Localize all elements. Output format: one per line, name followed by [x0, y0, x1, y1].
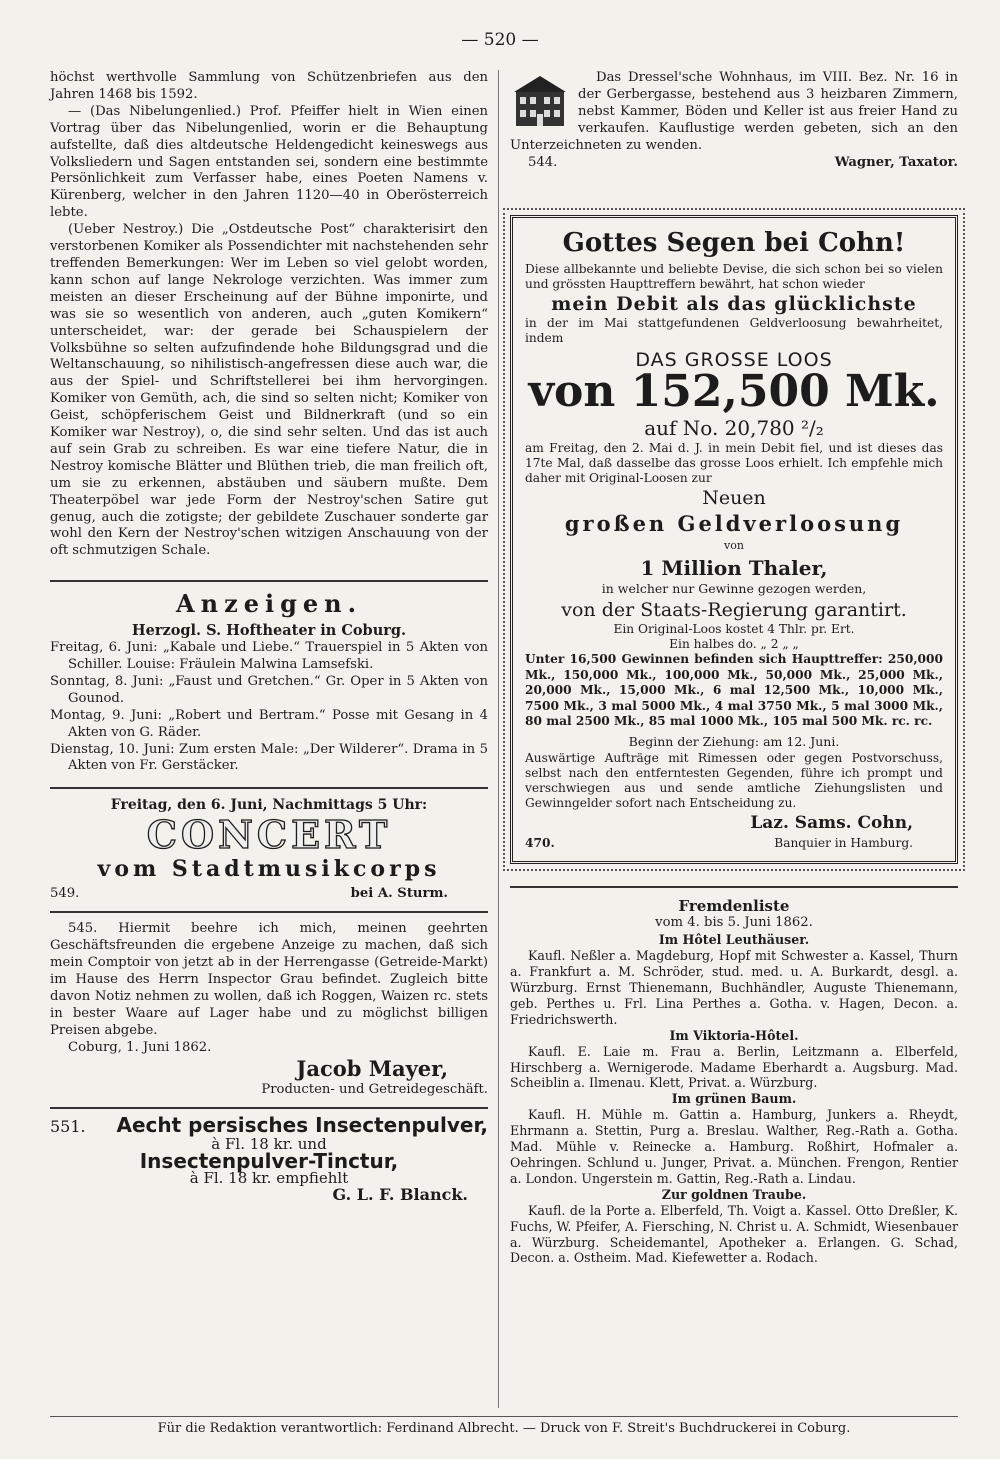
cohn-guarantee: von der Staats-Regierung garantirt.: [561, 599, 907, 622]
fremdenliste-title: Fremdenliste: [678, 897, 790, 916]
cohn-name: Laz. Sams. Cohn,: [750, 812, 913, 833]
theater-title: Herzogl. S. Hoftheater in Coburg.: [131, 622, 407, 640]
mayer-ad-place: Coburg, 1. Juni 1862.: [68, 1039, 212, 1055]
cohn-text: in welcher nur Gewinne gezogen werden,: [601, 581, 867, 597]
theater-entry: Dienstag, 10. Juni: Zum ersten Male: „Der Wilderer“. Drama in 5 Akten von Fr. Gerstäcker.: [50, 741, 488, 774]
ad-number: 470.: [525, 835, 555, 850]
cohn-draw-date: Beginn der Ziehung: am 12. Juni.: [628, 733, 840, 749]
hotel-heading: Im grünen Baum.: [671, 1091, 797, 1107]
concert-venue: bei A. Sturm.: [350, 886, 448, 902]
cohn-lottery-ad: [510, 215, 958, 864]
hotel-guests: Kaufl. H. Mühle m. Gattin a. Hamburg, Junkers a. Rheydt, Ehrmann a. Stettin, Purg a. Breslau. Walther, Reg.-Rath a. Gotha. Mad. Mühle v. Reinecke a. Hamburg. Roßhirt, Hofmaler a. Oehringen. Schlund u. Junger, Privat. a. München. Frengon, Rentier a. London. Ungerstein m. Gattin, Reg.-Rath a. Lindau.: [510, 1107, 958, 1186]
cohn-price: Ein halbes do. „ 2 „ „: [669, 637, 799, 652]
cohn-price: Ein Original-Loos kostet 4 Thlr. pr. Ert.: [613, 622, 855, 637]
section-rule: [50, 580, 488, 582]
mayer-ad-text: 545. Hiermit beehre ich mich, meinen geehrten Geschäftsfreunden die ergebene Anzeige zu machen, daß sich mein Comptoir von jetzt ab in der Herrengasse (Getreide-Markt) im Hause des Herrn Inspector Grau befindet. Zugleich bitte davon Notiz nehmen zu wollen, daß ich Roggen, Waizen rc. stets in bester Waare auf Lager habe und zu möglichst billigen Preisen abgebe.: [50, 921, 488, 1038]
cohn-million: 1 Million Thaler,: [640, 556, 828, 581]
house-ad-text: Das Dressel'sche Wohnhaus, im VIII. Bez. Nr. 16 in der Gerbergasse, bestehend aus 3 heizbaren Zimmern, nebst Kammer, Böden und Keller ist aus freier Hand zu verkaufen. Kauflustige werden gebeten, sich an den Unterzeichneten zu wenden.: [510, 70, 958, 153]
anzeigen-heading: Anzeigen.: [176, 589, 362, 619]
column-divider: [498, 70, 499, 1408]
cohn-debit-line: mein Debit als das glücklichste: [551, 293, 917, 316]
theater-entry: Montag, 9. Juni: „Robert und Bertram.“ Posse mit Gesang in 4 Akten von G. Räder.: [50, 707, 488, 740]
insect-seller: G. L. F. Blanck.: [332, 1184, 468, 1204]
nibelungen-article: — (Das Nibelungenlied.) Prof. Pfeiffer hielt in Wien einen Vortrag über das Nibelungenlied, worin er die Behauptung aufstellte, daß dies altdeutsche Heldengedicht keineswegs aus Volksliedern und Sagen entstanden sei, sondern eine bestimmte Persönlichkeit zum Verfasser habe, eines Poeten Namens v. Kürenberg, welcher in den Jahren 1120—40 in Oberösterreich lebte.: [50, 103, 488, 221]
house-icon: [510, 72, 570, 128]
mayer-name: Jacob Mayer,: [296, 1056, 448, 1082]
left-column: [50, 70, 488, 1204]
cohn-text: am Freitag, den 2. Mai d. J. in mein Debit fiel, und ist dieses das 17te Mal, daß dasselbe das grosse Loos erhielt. Ich empfehle mich daher mit Original-Loosen zur: [525, 441, 943, 486]
fremdenliste-date: vom 4. bis 5. Juni 1862.: [655, 915, 813, 931]
cohn-von: von: [724, 539, 744, 553]
nestroy-article: (Ueber Nestroy.) Die „Ostdeutsche Post“ charakterisirt den verstorbenen Komiker als Possendichter mit nachstehenden sehr treffenden Bemerkungen: Wer im Leben so viel gelobt worden, kann schon auf lange Nekrologe verzichten. Was immer zum meisten an dieser Erscheinung auf der Bühne imponirte, und was sie so wesentlich von anderen, auch „guten Komikern“ unterscheidet, war: der gerade bei Schauspielern der Volksbühne so selten aufzufindende hohe Bildungsgrad und die Weltanschauung, so nihilistisch-angefressen diese auch war, die aus der Spiel- und Schriftstellerei bei ihm hervorgingen. Komiker von Gemüth, ach, die sind so selten nicht; Komiker von Geist, schöpferischem Geist und Bildnerkraft (und so ein Komiker war Nestroy), o, die sind sehr selten. Und das ist auch auf sein Grab zu schreiben. Es war eine tiefere Natur, die in Nestroy komische Blätter und Blüthen trieb, die man freilich oft, um sie zu erkennen, abstäuben und säubern mußte. Dem Theaterpöbel war jede Form der Nestroy'schen Satire gut genug, auch die zotigste; der gebildete Zuschauer sonderte gar wohl den Kern der Nestroy'schen witzigen Anschauung von der oft schmutzigen Schale.: [50, 222, 488, 559]
cohn-neuen: Neuen: [702, 487, 766, 510]
mayer-trade: Producten- und Getreidegeschäft.: [261, 1082, 488, 1098]
concert-band: vom Stadtmusikcorps: [97, 856, 441, 883]
hotel-heading: Zur goldnen Traube.: [661, 1186, 807, 1202]
concert-heading: CONCERT: [146, 812, 392, 858]
intro-text: höchst werthvolle Sammlung von Schützenbriefen aus den Jahren 1468 bis 1592.: [50, 70, 488, 102]
cohn-text: in der im Mai stattgefundenen Geldverloosung bewahrheitet, indem: [525, 316, 943, 346]
hotel-guests: Kaufl. E. Laie m. Frau a. Berlin, Leitzmann a. Elberfeld, Hirschberg a. Wernigerode. Madame Eberhardt a. Augsburg. Mad. Scheiblin a. Ilmenau. Klett, Privat. a. Würzburg.: [510, 1043, 958, 1091]
right-column: [510, 70, 958, 1266]
page-number: — 520 —: [461, 30, 539, 50]
hotel-heading: Im Hôtel Leuthäuser.: [658, 932, 810, 948]
section-rule: [510, 886, 958, 888]
cohn-big-prize-label: DAS GROSSE LOOS: [635, 349, 833, 372]
insect-powder-title: Aecht persisches Insectenpulver,: [116, 1113, 488, 1138]
ad-number: 551.: [50, 1117, 86, 1137]
cohn-prizes: Unter 16,500 Gewinnen befinden sich Haupttreffer: 250,000 Mk., 150,000 Mk., 100,000 Mk., 50,000 Mk., 25,000 Mk., 20,000 Mk., 15,000 Mk., 6 mal 12,500 Mk., 10,000 Mk., 7500 Mk., 3 mal 5000 Mk., 4 mal 3750 Mk., 5 mal 3000 Mk., 80 mal 2500 Mk., 85 mal 1000 Mk., 105 mal 500 Mk. rc. rc.: [525, 652, 943, 729]
theater-entry: Freitag, 6. Juni: „Kabale und Liebe.“ Trauerspiel in 5 Akten von Schiller. Louise: Fräulein Malwina Lamsefski.: [50, 640, 488, 672]
hotel-heading: Im Viktoria-Hôtel.: [669, 1027, 799, 1043]
concert-date: Freitag, den 6. Juni, Nachmittags 5 Uhr:: [110, 797, 428, 814]
insect-tincture-title: Insectenpulver-Tinctur,: [139, 1149, 399, 1174]
cohn-text: Auswärtige Aufträge mit Rimessen oder gegen Postvorschuss, selbst nach den entferntesten Gegenden, führe ich prompt und verschwiegen aus und sende amtliche Ziehungslisten und Gewinngelder sofort nach Entscheidung zu.: [525, 750, 943, 810]
ad-number: 544.: [528, 154, 558, 170]
section-rule: [50, 911, 488, 913]
cohn-lottery-name: großen Geldverloosung: [564, 511, 904, 537]
section-rule: [50, 1107, 488, 1109]
insect-price: à Fl. 18 kr. empfiehlt: [189, 1169, 349, 1188]
hotel-guests: Kaufl. de la Porte a. Elberfeld, Th. Voigt a. Kassel. Otto Dreßler, K. Fuchs, W. Pfeifer, A. Fiersching, N. Christ u. A. Schmidt, Wiesenbauer a. Würzburg. Scheidemantel, Apotheker a. Erlangen. G. Schad, Decon. a. Ostheim. Mad. Kiefewetter a. Rodach.: [510, 1202, 958, 1266]
insect-price: à Fl. 18 kr. und: [211, 1135, 327, 1154]
cohn-big-prize-amount: von 152,500 Mk.: [528, 366, 940, 418]
house-ad-signature: Wagner, Taxator.: [834, 154, 958, 170]
cohn-text: Diese allbekannte und beliebte Devise, die sich schon bei so vielen und grössten Haupttreffern bewährt, hat schon wieder: [525, 262, 943, 292]
cohn-ticket-number: auf No. 20,780 ²/₂: [644, 416, 824, 441]
section-rule: [50, 787, 488, 789]
hotel-guests: Kaufl. Neßler a. Magdeburg, Hopf mit Schwester a. Kassel, Thurn a. Frankfurt a. M. Schröder, stud. med. u. A. Burkardt, desgl. a. Würzburg. Ernst Thienemann, Buchhändler, Auguste Thienemann, geb. Perthes u. Frl. Lina Perthes a. Gotha. v. Hagen, Decon. a. Friedrichswerth.: [510, 948, 958, 1027]
cohn-bank: Banquier in Hamburg.: [774, 835, 913, 850]
theater-entry: Sonntag, 8. Juni: „Faust und Gretchen.“ Gr. Oper in 5 Akten von Gounod.: [50, 673, 488, 706]
cohn-title: Gottes Segen bei Cohn!: [562, 228, 906, 259]
ad-number: 549.: [50, 886, 80, 902]
page-footer: Für die Redaktion verantwortlich: Ferdinand Albrecht. — Druck von F. Streit's Buchdruckerei in Coburg.: [50, 1416, 958, 1436]
